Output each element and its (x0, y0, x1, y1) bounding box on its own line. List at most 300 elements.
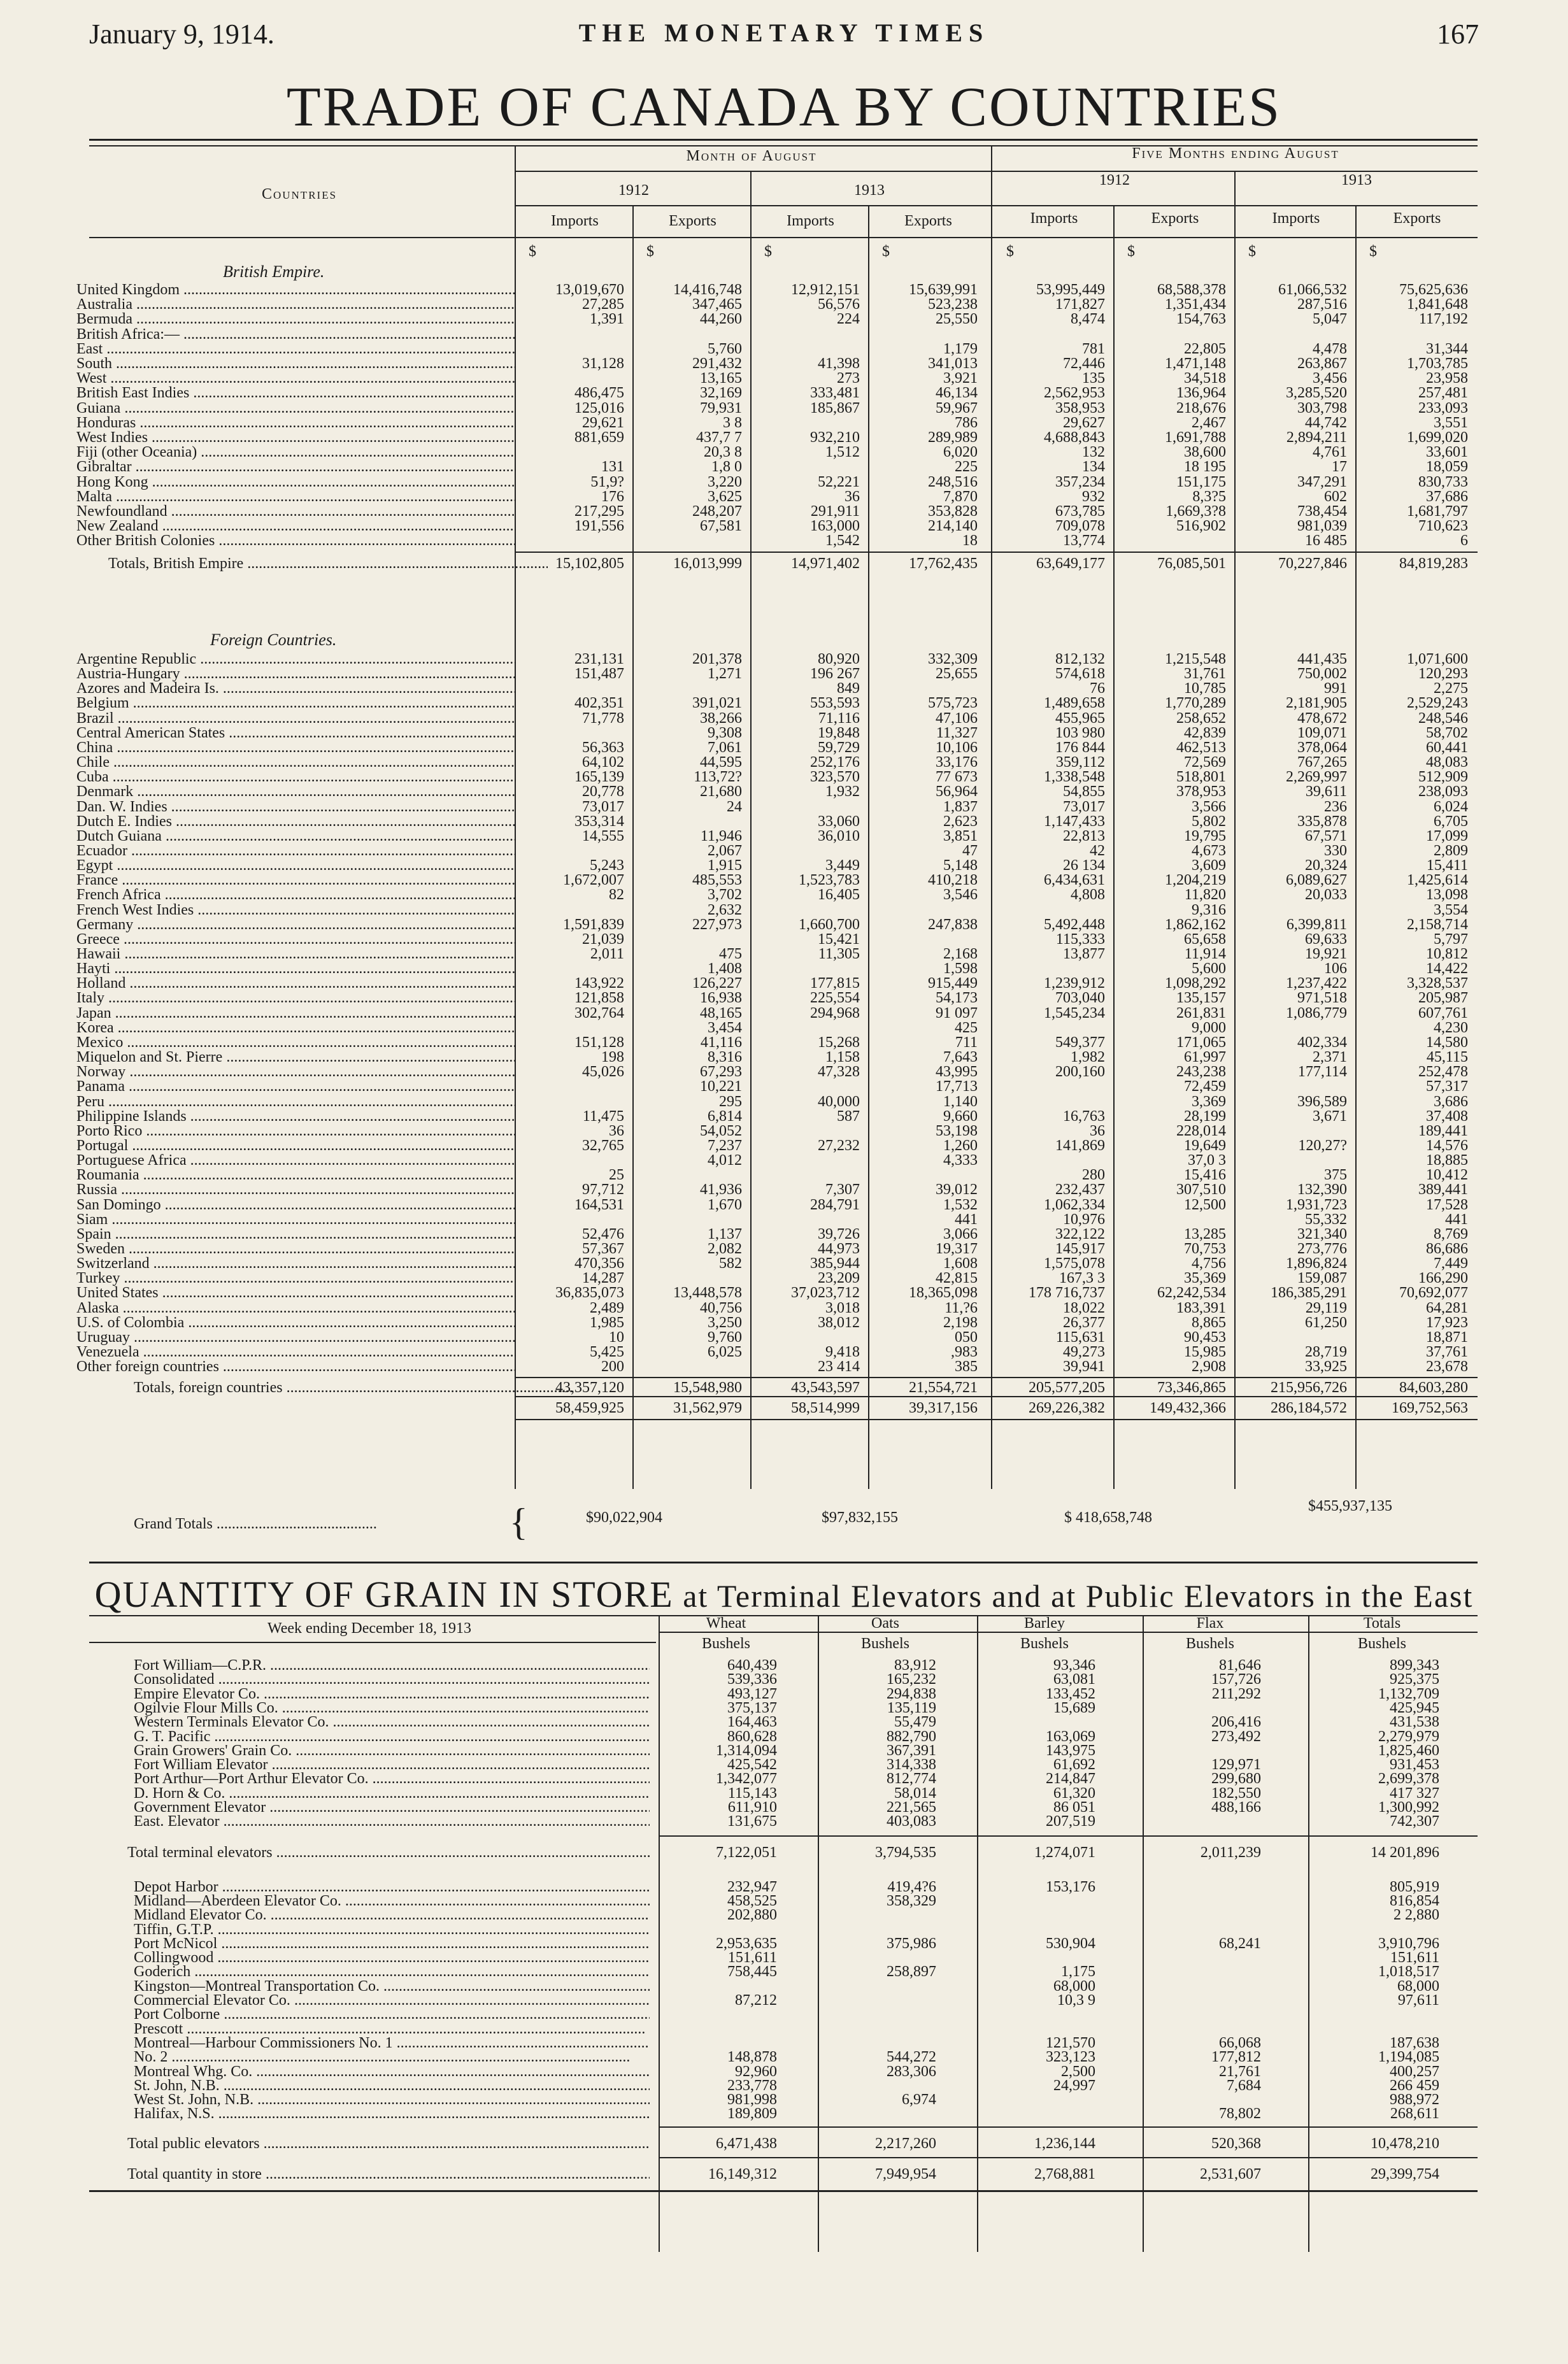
terminal-row-cell: 640,439 (727, 1657, 777, 1674)
foreign-row-cell: 238,093 (1418, 783, 1468, 800)
foreign-row-cell: 54,855 (1063, 783, 1105, 800)
foreign-row-cell: 1,098,292 (1165, 975, 1226, 992)
foreign-row-cell: 2,198 (943, 1314, 978, 1331)
foreign-row-cell: 5,797 (1434, 931, 1468, 948)
foreign-row-cell: 42,815 (936, 1270, 978, 1286)
empire-row-cell: 18 (962, 532, 978, 549)
empire-row-cell: 4,761 (1313, 444, 1347, 460)
foreign-row-cell: 115,631 (1055, 1329, 1105, 1346)
public-row-label: Montreal Whg. Co. ..... (134, 2062, 650, 2081)
foreign-row-label: Denmark ..... (76, 782, 516, 801)
foreign-row-label: Japan ..... (76, 1004, 516, 1023)
terminal-row-cell: 81,646 (1219, 1657, 1261, 1674)
foreign-row-cell: 1,204,219 (1165, 872, 1226, 888)
foreign-row-cell: 9,660 (943, 1108, 978, 1125)
col-rule (991, 145, 992, 1489)
foreign-row-cell: 196 267 (810, 666, 860, 682)
terminal-row-cell: 163,069 (1046, 1728, 1095, 1745)
public-row-label: Port McNicol ..... (134, 1934, 650, 1953)
foreign-row-cell: 4,230 (1434, 1020, 1468, 1036)
public-row-cell: 419,4?6 (887, 1879, 936, 1895)
foreign-row-cell: 186,385,291 (1271, 1285, 1347, 1301)
foreign-row-cell: 2,067 (708, 843, 742, 859)
foreign-row-cell: 143,922 (574, 975, 624, 992)
foreign-row-cell: 39,611 (1305, 783, 1347, 800)
public-row-cell: 153,176 (1046, 1879, 1095, 1895)
public-row-cell: 458,525 (727, 1893, 777, 1909)
foreign-row-cell: 294,968 (810, 1005, 860, 1022)
empire-row-cell: 217,295 (574, 503, 624, 520)
foreign-row-label: Alaska ..... (76, 1299, 516, 1318)
empire-row-cell: 163,000 (810, 518, 860, 534)
foreign-row-label: Dutch E. Indies ..... (76, 812, 516, 831)
foreign-row-cell: 1,158 (825, 1049, 860, 1065)
grain-col-wheat: Wheat (706, 1615, 746, 1632)
year-month-1913: 1913 (854, 182, 885, 199)
public-row-cell: 97,611 (1397, 1992, 1439, 2009)
empire-row-cell: 13,774 (1063, 532, 1105, 549)
public-row-cell: 3,910,796 (1378, 1935, 1439, 1952)
foreign-row-cell: 54,173 (936, 990, 978, 1006)
public-row-cell: 6,974 (902, 2091, 936, 2108)
terminal-row-label: Port Arthur—Port Arthur Elevator Co. ..... (134, 1769, 650, 1788)
public-row-label: Tiffin, G.T.P. ..... (134, 1920, 650, 1939)
empire-row-cell: 1,179 (943, 341, 978, 357)
currency-sign: $ (882, 243, 890, 260)
foreign-row-cell: ,983 (951, 1344, 978, 1360)
foreign-row-cell: 41,936 (700, 1181, 742, 1198)
foreign-row-cell: 1,670 (708, 1197, 742, 1213)
empire-row-cell: 4,688,843 (1044, 429, 1105, 446)
page-number: 167 (1437, 18, 1479, 50)
empire-total-cell: 14,971,402 (791, 555, 860, 572)
empire-row-cell: 602 (1324, 488, 1347, 505)
public-row-label: Prescott ..... (134, 2019, 650, 2039)
empire-row-cell: 1,512 (825, 444, 860, 460)
empire-row-cell: 52,221 (818, 474, 860, 490)
foreign-row-cell: 971,518 (1297, 990, 1347, 1006)
foreign-row-label: Porto Rico ..... (76, 1121, 516, 1141)
empire-row-cell: 6 (1460, 532, 1468, 549)
public-row-cell: 189,809 (727, 2105, 777, 2122)
public-total-cell: 10,478,210 (1371, 2135, 1439, 2152)
grain-unit: Bushels (1185, 1635, 1234, 1652)
empire-row-cell: 291,432 (692, 355, 742, 372)
foreign-row-cell: 77 673 (936, 769, 978, 785)
foreign-row-cell: 5,425 (590, 1344, 624, 1360)
foreign-row-label: Norway ..... (76, 1062, 516, 1081)
foreign-row-cell: 71,116 (818, 710, 860, 727)
empire-row-cell: 31,344 (1426, 341, 1468, 357)
foreign-row-cell: 812,132 (1055, 651, 1105, 667)
empire-row-cell: 18 195 (1184, 459, 1226, 475)
public-row-cell: 68,000 (1053, 1978, 1095, 1995)
foreign-row-cell: 151,128 (574, 1034, 624, 1051)
foreign-row-label: French West Indies ..... (76, 901, 516, 920)
foreign-row-cell: 1,489,658 (1044, 695, 1105, 711)
terminal-row-label: Western Terminals Elevator Co. ..... (134, 1712, 650, 1732)
foreign-row-cell: 258,652 (1176, 710, 1226, 727)
empire-row-cell: 75,625,636 (1399, 281, 1468, 298)
foreign-row-cell: 65,658 (1184, 931, 1226, 948)
terminal-row-label: Fort William Elevator ..... (134, 1755, 650, 1774)
public-row-cell: 358,329 (887, 1893, 936, 1909)
foreign-row-label: San Domingo ..... (76, 1195, 516, 1214)
terminal-total-cell: 1,274,071 (1034, 1844, 1095, 1861)
foreign-row-cell: 189,441 (1418, 1123, 1468, 1139)
foreign-row-cell: 8,769 (1434, 1226, 1468, 1243)
foreign-row-cell: 33,176 (936, 754, 978, 771)
foreign-row-cell: 17,099 (1426, 828, 1468, 844)
empire-row-cell: 486,475 (574, 385, 624, 401)
public-row-cell: 544,272 (887, 2049, 936, 2065)
terminal-row-cell: 182,550 (1211, 1785, 1261, 1802)
grand-total-month-1912: $90,022,904 (586, 1509, 662, 1526)
foreign-row-cell: 1,271 (708, 666, 742, 682)
empire-row-cell: 3,220 (708, 474, 742, 490)
terminal-row-label: D. Horn & Co. ..... (134, 1784, 650, 1803)
foreign-row-cell: 178 716,737 (1029, 1285, 1105, 1301)
foreign-row-cell: 109,071 (1297, 725, 1347, 741)
empire-row-cell: 233,093 (1418, 400, 1468, 417)
foreign-row-cell: 5,600 (1192, 960, 1226, 977)
combined-total-cell: 31,562,979 (673, 1400, 742, 1416)
foreign-row-cell: 113,72? (694, 769, 742, 785)
empire-row-label: British Africa:— ..... (76, 325, 516, 344)
combined-bottom-rule (516, 1419, 1478, 1420)
foreign-row-cell: 3,018 (825, 1300, 860, 1316)
foreign-row-cell: 1,608 (943, 1255, 978, 1272)
foreign-row-cell: 574,618 (1055, 666, 1105, 682)
public-row-cell: 2,953,635 (716, 1935, 777, 1952)
terminal-total-cell: 14 201,896 (1371, 1844, 1439, 1861)
public-row-cell: 202,880 (727, 1907, 777, 1923)
foreign-row-cell: 17,528 (1426, 1197, 1468, 1213)
empire-row-cell: 738,454 (1297, 503, 1347, 520)
terminal-row-cell: 2,699,378 (1378, 1770, 1439, 1787)
public-row-cell: 87,212 (735, 1992, 777, 2009)
public-row-cell: 21,761 (1219, 2063, 1261, 2080)
masthead: THE MONETARY TIMES (578, 18, 990, 47)
empire-row-cell: 224 (837, 311, 860, 327)
foreign-row-cell: 243,238 (1176, 1064, 1226, 1080)
col-countries: Countries (261, 186, 338, 203)
empire-row-label: Newfoundland ..... (76, 502, 516, 521)
public-row-cell: 66,068 (1219, 2035, 1261, 2051)
public-row-cell (981, 2104, 1095, 2123)
foreign-row-cell: 23,209 (818, 1270, 860, 1286)
foreign-row-cell: 7,237 (708, 1137, 742, 1154)
foreign-row-cell: 13,877 (1063, 946, 1105, 962)
public-row-cell: 10,3 9 (1057, 1992, 1095, 2009)
terminal-row-cell: 1,314,094 (716, 1742, 777, 1759)
foreign-row-cell: 2,908 (1192, 1358, 1226, 1375)
col-exports-3: Exports (1151, 210, 1199, 227)
foreign-row-cell: 201,378 (692, 651, 742, 667)
foreign-row-cell: 167,3 3 (1059, 1270, 1105, 1286)
public-row-cell: 151,611 (1390, 1949, 1439, 1966)
foreign-row-cell: 332,309 (928, 651, 978, 667)
foreign-row-cell: 59,729 (818, 739, 860, 756)
empire-row-cell: 932,210 (810, 429, 860, 446)
public-row-cell (822, 2104, 936, 2123)
foreign-row-cell: 176 844 (1055, 739, 1105, 756)
foreign-total-cell: 43,543,597 (791, 1379, 860, 1396)
foreign-row-cell: 12,500 (1184, 1197, 1226, 1213)
foreign-row-cell: 47,328 (818, 1064, 860, 1080)
foreign-row-label: French Africa ..... (76, 885, 516, 904)
foreign-row-cell: 1,591,839 (563, 916, 624, 933)
foreign-row-cell: 396,589 (1297, 1093, 1347, 1110)
foreign-row-cell: 3,851 (943, 828, 978, 844)
grand-total-month-1913: $97,832,155 (822, 1509, 898, 1526)
foreign-row-label: Germany ..... (76, 915, 516, 934)
foreign-row-cell: 1,837 (943, 799, 978, 815)
grain-unit: Bushels (701, 1635, 750, 1652)
foreign-row-cell: 385,944 (810, 1255, 860, 1272)
foreign-row-cell: 177,114 (1297, 1064, 1347, 1080)
empire-row-cell: 1,471,148 (1165, 355, 1226, 372)
public-row-cell: 177,812 (1211, 2049, 1261, 2065)
empire-row-cell: 185,867 (810, 400, 860, 417)
empire-row-cell: 273 (837, 370, 860, 387)
empire-row-cell (516, 531, 624, 550)
currency-sign: $ (764, 243, 772, 260)
foreign-row-cell: 1,532 (943, 1197, 978, 1213)
public-row-cell: 1,194,085 (1378, 2049, 1439, 2065)
foreign-row-cell: 375 (1324, 1167, 1347, 1183)
empire-row-cell: 13,019,670 (555, 281, 624, 298)
foreign-row-cell: 11,914 (1184, 946, 1226, 962)
public-row-label: Midland Elevator Co. ..... (134, 1905, 650, 1925)
public-row-label: Collingwood ..... (134, 1948, 650, 1967)
week-label: Week ending December 18, 1913 (267, 1620, 471, 1637)
foreign-row-cell: 1,660,700 (799, 916, 860, 933)
currency-sign: $ (1369, 243, 1377, 260)
public-row-cell: 268,611 (1390, 2105, 1439, 2122)
empire-row-cell: 151,175 (1176, 474, 1226, 490)
empire-row-cell: 3 8 (723, 415, 742, 431)
foreign-row-cell: 20,324 (1305, 857, 1347, 874)
terminal-row-label: Empire Elevator Co. ..... (134, 1684, 650, 1704)
empire-row-cell: 981,039 (1297, 518, 1347, 534)
public-row-label: Kingston—Montreal Transportation Co. ..... (134, 1977, 650, 1996)
grain-unit: Bushels (1357, 1635, 1406, 1652)
foreign-row-cell: 849 (837, 680, 860, 697)
empire-row-cell: 38,600 (1184, 444, 1226, 460)
foreign-row-cell: 518,801 (1176, 769, 1226, 785)
terminal-row-cell: 211,292 (1211, 1686, 1261, 1702)
terminal-row-cell: 611,910 (727, 1799, 777, 1816)
grain-title-main: QUANTITY OF GRAIN IN STORE (94, 1574, 674, 1615)
public-row-cell: 24,997 (1053, 2077, 1095, 2094)
foreign-row-cell: 26,377 (1063, 1314, 1105, 1331)
empire-total-cell: 76,085,501 (1157, 555, 1226, 572)
foreign-row-cell: 321,340 (1297, 1226, 1347, 1243)
foreign-row-cell: 915,449 (928, 975, 978, 992)
empire-row-cell: 516,902 (1176, 518, 1226, 534)
foreign-row-cell: 40,756 (700, 1300, 742, 1316)
foreign-row-cell: 050 (955, 1329, 978, 1346)
foreign-row-cell: 42 (1090, 843, 1105, 859)
empire-row-cell: 29,627 (1063, 415, 1105, 431)
foreign-row-cell: 1,086,779 (1286, 1005, 1347, 1022)
foreign-row-cell: 61,250 (1305, 1314, 1347, 1331)
public-row-label: Midland—Aberdeen Elevator Co. ..... (134, 1891, 650, 1911)
terminal-row-cell: 539,336 (727, 1671, 777, 1688)
foreign-row-cell: 307,510 (1176, 1181, 1226, 1198)
terminal-row-cell: 165,232 (887, 1671, 936, 1688)
foreign-row-cell: 252,478 (1418, 1064, 1468, 1080)
public-row-cell: 78,802 (1219, 2105, 1261, 2122)
foreign-row-cell: 106 (1324, 960, 1347, 977)
currency-sign: $ (1006, 243, 1014, 260)
foreign-row-label: Roumania ..... (76, 1165, 516, 1185)
foreign-row-cell: 1,140 (943, 1093, 978, 1110)
foreign-row-cell: 2,011 (590, 946, 624, 962)
foreign-row-cell: 70,692,077 (1399, 1285, 1468, 1301)
terminal-row-cell: 221,565 (887, 1799, 936, 1816)
empire-row-cell: 41,398 (818, 355, 860, 372)
foreign-row-cell: 225,554 (810, 990, 860, 1006)
empire-row-label: Guiana ..... (76, 399, 516, 418)
empire-row-cell: 2,467 (1192, 415, 1226, 431)
currency-sign: $ (1248, 243, 1256, 260)
foreign-row-cell: 37,761 (1426, 1344, 1468, 1360)
foreign-row-cell: 9,760 (708, 1329, 742, 1346)
foreign-row-cell: 23,678 (1426, 1358, 1468, 1375)
empire-row-cell: 214,140 (928, 518, 978, 534)
foreign-row-cell: 322,122 (1055, 1226, 1105, 1243)
foreign-row-cell: 6,089,627 (1286, 872, 1347, 888)
foreign-row-cell: 18,871 (1426, 1329, 1468, 1346)
foreign-row-cell: 38,266 (700, 710, 742, 727)
foreign-row-cell: 3,686 (1434, 1093, 1468, 1110)
foreign-row-cell: 378,064 (1297, 739, 1347, 756)
foreign-row-cell: 470,356 (574, 1255, 624, 1272)
foreign-total-cell: 15,548,980 (673, 1379, 742, 1396)
terminal-row-cell: 425,542 (727, 1756, 777, 1773)
empire-row-label: West ..... (76, 369, 516, 388)
year-month-1912: 1912 (618, 182, 649, 199)
public-row-cell: 266 459 (1390, 2077, 1439, 2094)
foreign-row-cell: 16,763 (1063, 1108, 1105, 1125)
foreign-row-cell: 67,293 (700, 1064, 742, 1080)
foreign-row-cell: 159,087 (1297, 1270, 1347, 1286)
grain-grand-total-cell: 29,399,754 (1371, 2166, 1439, 2182)
foreign-row-label: Dan. W. Indies ..... (76, 797, 516, 816)
foreign-row-cell: 15,416 (1184, 1167, 1226, 1183)
foreign-row-cell: 2,623 (943, 813, 978, 830)
foreign-row-cell: 145,917 (1055, 1241, 1105, 1257)
empire-row-label: Malta ..... (76, 487, 516, 506)
foreign-row-cell: 17,713 (936, 1078, 978, 1095)
public-row-cell: 981,998 (727, 2091, 777, 2108)
foreign-row-cell: 703,040 (1055, 990, 1105, 1006)
year-five-1912: 1912 (1099, 172, 1130, 189)
foreign-row-cell: 115,333 (1055, 931, 1105, 948)
foreign-row-cell: 295 (719, 1093, 742, 1110)
empire-row-cell: 3,456 (1313, 370, 1347, 387)
empire-row-cell: 1,703,785 (1407, 355, 1468, 372)
foreign-row-cell: 1,260 (943, 1137, 978, 1154)
empire-row-cell: 51,9? (590, 474, 624, 490)
public-row-cell: 1,018,517 (1378, 1963, 1439, 1980)
public-row-cell: 1,175 (1061, 1963, 1095, 1980)
terminal-row-cell: 314,338 (887, 1756, 936, 1773)
empire-row-cell: 131 (601, 459, 624, 475)
foreign-row-cell: 4,012 (708, 1152, 742, 1169)
combined-total-cell: 286,184,572 (1271, 1400, 1347, 1416)
foreign-total-cell: 73,346,865 (1157, 1379, 1226, 1396)
foreign-row-cell: 15,421 (818, 931, 860, 948)
foreign-row-cell: 36,010 (818, 828, 860, 844)
foreign-row-cell: 302,764 (574, 1005, 624, 1022)
combined-total-cell: 58,459,925 (555, 1400, 624, 1416)
empire-row-cell: 225 (955, 459, 978, 475)
foreign-row-cell: 62,242,534 (1157, 1285, 1226, 1301)
public-row-cell: 68,000 (1397, 1978, 1439, 1995)
foreign-row-cell: 165,139 (574, 769, 624, 785)
foreign-row-label: Argentine Republic ..... (76, 650, 516, 669)
currency-sign: $ (1127, 243, 1135, 260)
empire-row-cell: 341,013 (928, 355, 978, 372)
foreign-row-cell: 49,273 (1063, 1344, 1105, 1360)
foreign-row-cell: 10,785 (1184, 680, 1226, 697)
public-row-cell: 121,570 (1046, 2035, 1095, 2051)
public-row-label: West St. John, N.B. ..... (134, 2090, 650, 2109)
foreign-row-label: Philippine Islands ..... (76, 1107, 516, 1126)
foreign-row-cell: 14,287 (582, 1270, 624, 1286)
empire-row-cell: 27,285 (582, 296, 624, 313)
empire-total-cell: 84,819,283 (1399, 555, 1468, 572)
grain-col-rule (659, 1615, 660, 2252)
empire-row-label: Hong Kong ..... (76, 473, 516, 492)
foreign-row-cell: 5,243 (590, 857, 624, 874)
foreign-row-cell: 27,232 (818, 1137, 860, 1154)
foreign-row-cell: 9,308 (708, 725, 742, 741)
foreign-row-cell: 6,434,631 (1044, 872, 1105, 888)
foreign-row-label: China ..... (76, 738, 516, 757)
foreign-row-cell: 61,997 (1184, 1049, 1226, 1065)
empire-row-cell: 1,351,434 (1165, 296, 1226, 313)
foreign-row-cell: 72,459 (1184, 1078, 1226, 1095)
empire-row-cell: 218,676 (1176, 400, 1226, 417)
foreign-row-cell: 55,332 (1305, 1211, 1347, 1228)
foreign-row-cell: 549,377 (1055, 1034, 1105, 1051)
foreign-row-cell: 13,098 (1426, 886, 1468, 903)
grain-title (0, 1573, 1568, 1616)
foreign-row-label: Switzerland ..... (76, 1254, 516, 1273)
foreign-row-cell: 478,672 (1297, 710, 1347, 727)
foreign-row-cell: 151,487 (574, 666, 624, 682)
currency-sign: $ (529, 243, 536, 260)
page-title: TRADE OF CANADA BY COUNTRIES (286, 76, 1282, 138)
foreign-row-cell: 2,269,997 (1286, 769, 1347, 785)
foreign-row-cell: 80,920 (818, 651, 860, 667)
foreign-row-cell: 10 (609, 1329, 624, 1346)
empire-row-cell: 191,556 (574, 518, 624, 534)
foreign-row-cell: 231,131 (574, 651, 624, 667)
empire-row-cell: 1,669,3?8 (1165, 503, 1226, 520)
empire-total-cell: 16,013,999 (673, 555, 742, 572)
terminal-row-cell: 1,132,709 (1378, 1686, 1439, 1702)
public-row-label: Port Colborne ..... (134, 2005, 650, 2024)
public-row-cell: 7,684 (1227, 2077, 1261, 2094)
foreign-row-cell: 48,083 (1426, 754, 1468, 771)
foreign-row-cell: 37,0 3 (1188, 1152, 1226, 1169)
foreign-row-cell: 58,702 (1426, 725, 1468, 741)
